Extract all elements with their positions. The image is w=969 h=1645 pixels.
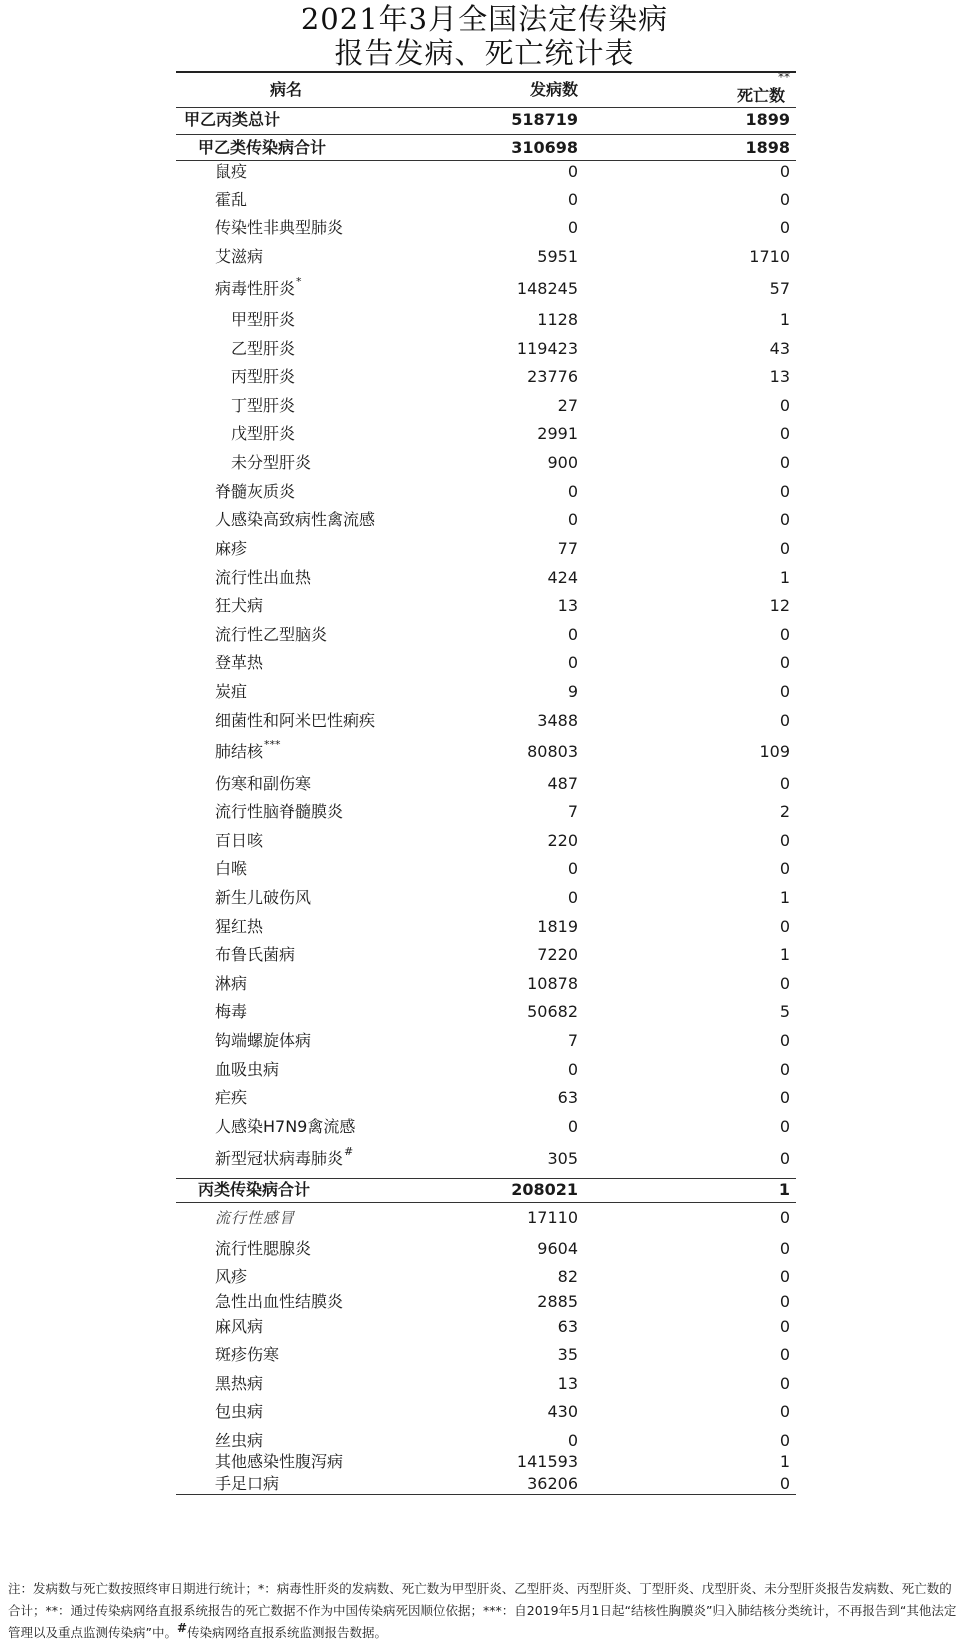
disease-name: 包虫病 — [215, 1402, 264, 1421]
row-cases: 0 — [567, 859, 578, 878]
disease-name: 血吸虫病 — [215, 1060, 280, 1079]
disease-name: 猩红热 — [215, 917, 264, 936]
disease-name: 麻风病 — [215, 1317, 264, 1336]
disease-name: 伤寒和副伤寒 — [215, 774, 312, 793]
row-cases: 0 — [567, 1431, 578, 1450]
row-name — [215, 218, 343, 238]
disease-name: 流行性出血热 — [215, 568, 312, 587]
row-deaths: 1 — [779, 888, 790, 907]
row-name — [215, 275, 302, 301]
row-deaths: 0 — [779, 1431, 790, 1450]
row-name — [231, 310, 295, 330]
row-deaths: 0 — [779, 1345, 790, 1364]
row-cases: 35 — [557, 1345, 578, 1364]
header-deaths: 死亡数 — [736, 86, 785, 105]
disease-name: 甲乙丙类总计 — [184, 110, 281, 129]
row-name — [215, 482, 295, 502]
footnote-text: 注：发病数与死亡数按照终审日期进行统计；*：病毒性肝炎的发病数、死亡数为甲型肝炎、乙型肝炎、丙型肝炎、丁型肝炎、戊型肝炎、未分型肝炎报告发病数、死亡数的合计；**：通过传染病网络直报系统报告的死亡数据不作为中国传染病死因顺位依据；***：自2019年5月1日起“结核性胸膜炎”归入肺结核分类统计，不再报告到“其他法定管理以及重点监测传染病”中。 — [8, 1581, 957, 1640]
row-cases: 9 — [567, 682, 578, 701]
row-cases: 13 — [557, 596, 578, 615]
row-name — [215, 1145, 354, 1171]
row-deaths: 109 — [759, 742, 790, 761]
row-cases: 13 — [557, 1374, 578, 1393]
row-deaths: 0 — [779, 1117, 790, 1136]
row-name — [215, 247, 263, 267]
row-cases: 2885 — [537, 1292, 578, 1311]
row-deaths: 0 — [779, 424, 790, 443]
disease-name: 斑疹伤寒 — [215, 1345, 280, 1364]
row-cases: 1819 — [537, 917, 578, 936]
row-name — [215, 596, 263, 616]
row-deaths: 0 — [779, 190, 790, 209]
row-deaths: 0 — [779, 917, 790, 936]
row-cases: 0 — [567, 162, 578, 181]
row-deaths: 0 — [779, 218, 790, 237]
row-deaths: 57 — [769, 279, 790, 298]
disease-name: 疟疾 — [215, 1088, 248, 1107]
row-deaths: 2 — [779, 802, 790, 821]
row-name — [215, 162, 247, 182]
row-name — [215, 802, 343, 822]
header-bottom-rule — [176, 107, 796, 108]
row-cases: 2991 — [537, 424, 578, 443]
row-cases: 63 — [557, 1088, 578, 1107]
row-cases: 10878 — [527, 974, 578, 993]
disease-name: 肺结核 — [215, 742, 264, 761]
row-name — [215, 1060, 279, 1080]
row-cases: 0 — [567, 190, 578, 209]
row-deaths: 0 — [779, 682, 790, 701]
row-name — [215, 888, 311, 908]
row-deaths: 0 — [779, 625, 790, 644]
row-deaths: 0 — [779, 1149, 790, 1168]
row-name — [215, 917, 263, 937]
row-deaths: 1710 — [749, 247, 790, 266]
row-name — [215, 945, 295, 965]
c-subtotal-bottom-rule — [176, 1202, 796, 1203]
row-cases: 518719 — [511, 110, 578, 129]
row-deaths: 0 — [779, 1474, 790, 1493]
disease-name: 丙类传染病合计 — [198, 1180, 311, 1199]
row-name — [215, 510, 375, 530]
row-name — [215, 1002, 247, 1022]
row-cases: 82 — [557, 1267, 578, 1286]
disease-name: 新生儿破伤风 — [215, 888, 312, 907]
footnote-tail: 传染病网络直报系统监测报告数据。 — [187, 1625, 388, 1640]
row-deaths: 0 — [779, 453, 790, 472]
row-cases: 9604 — [537, 1239, 578, 1258]
row-cases: 3488 — [537, 711, 578, 730]
disease-name: 传染性非典型肺炎 — [215, 218, 344, 237]
disease-name: 钩端螺旋体病 — [215, 1031, 312, 1050]
row-cases: 0 — [567, 653, 578, 672]
disease-name: 炭疽 — [215, 682, 248, 701]
disease-name: 黑热病 — [215, 1374, 264, 1393]
row-name — [215, 1239, 311, 1259]
disease-name: 其他感染性腹泻病 — [215, 1452, 344, 1471]
header-name: 病名 — [270, 80, 303, 99]
table-title-line2: 报告发病、死亡统计表 — [334, 36, 635, 70]
row-cases: 7 — [567, 1031, 578, 1050]
row-deaths: 12 — [769, 596, 790, 615]
row-cases: 1128 — [537, 310, 578, 329]
row-cases: 119423 — [516, 339, 578, 358]
disease-name: 未分型肝炎 — [231, 453, 312, 472]
row-cases: 0 — [567, 1117, 578, 1136]
row-deaths: 0 — [779, 1292, 790, 1311]
row-cases: 208021 — [511, 1180, 578, 1199]
row-name — [231, 424, 295, 444]
table-title-line1: 2021年3月全国法定传染病 — [300, 2, 669, 36]
row-cases: 23776 — [527, 367, 578, 386]
row-name — [215, 1345, 279, 1365]
row-name — [215, 653, 263, 673]
disease-name: 百日咳 — [215, 831, 264, 850]
row-cases: 0 — [567, 888, 578, 907]
row-deaths: 43 — [769, 339, 790, 358]
disease-name: 霍乱 — [215, 190, 248, 209]
disease-name: 人感染H7N9禽流感 — [215, 1117, 356, 1136]
row-deaths: 1 — [779, 568, 790, 587]
row-cases: 424 — [547, 568, 578, 587]
row-deaths: 1 — [779, 1452, 790, 1471]
row-name — [231, 453, 311, 473]
row-deaths: 0 — [779, 859, 790, 878]
row-cases: 220 — [547, 831, 578, 850]
row-deaths: 0 — [779, 1267, 790, 1286]
row-deaths: 0 — [779, 1088, 790, 1107]
row-name — [215, 1452, 343, 1472]
row-deaths: 1 — [778, 1180, 790, 1199]
row-cases: 310698 — [511, 138, 578, 157]
disease-name: 新型冠状病毒肺炎 — [215, 1149, 344, 1168]
row-name — [215, 1208, 295, 1228]
footnote-mark: *** — [264, 738, 281, 751]
row-cases: 487 — [547, 774, 578, 793]
row-deaths: 13 — [769, 367, 790, 386]
row-name — [215, 1474, 279, 1494]
row-deaths: 0 — [779, 396, 790, 415]
row-deaths: 0 — [779, 974, 790, 993]
footnote-mark: # — [344, 1145, 354, 1158]
disease-name: 病毒性肝炎 — [215, 279, 296, 298]
disease-name: 脊髓灰质炎 — [215, 482, 296, 501]
row-cases: 63 — [557, 1317, 578, 1336]
row-cases: 36206 — [527, 1474, 578, 1493]
row-name — [215, 539, 247, 559]
disease-name: 急性出血性结膜炎 — [215, 1292, 344, 1311]
row-deaths: 0 — [779, 1031, 790, 1050]
disease-name: 手足口病 — [215, 1474, 280, 1493]
disease-name: 丁型肝炎 — [231, 396, 296, 415]
row-cases: 80803 — [527, 742, 578, 761]
row-cases: 900 — [547, 453, 578, 472]
row-name — [215, 190, 247, 210]
row-cases: 0 — [567, 1060, 578, 1079]
row-deaths: 0 — [779, 774, 790, 793]
row-deaths: 1 — [779, 945, 790, 964]
row-name — [215, 1117, 355, 1137]
row-deaths: 0 — [779, 162, 790, 181]
total-bottom-rule — [176, 134, 796, 135]
row-deaths: 0 — [779, 1374, 790, 1393]
row-name — [215, 568, 311, 588]
disease-name: 人感染高致病性禽流感 — [215, 510, 376, 529]
row-name — [215, 974, 247, 994]
row-deaths: 0 — [779, 1239, 790, 1258]
row-name — [215, 1088, 247, 1108]
row-cases: 148245 — [516, 279, 578, 298]
row-cases: 141593 — [516, 1452, 578, 1471]
c-subtotal-top-rule — [176, 1178, 796, 1179]
disease-name: 流行性脑脊髓膜炎 — [215, 802, 344, 821]
row-name — [215, 625, 327, 645]
row-deaths: 0 — [779, 482, 790, 501]
disease-name: 淋病 — [215, 974, 248, 993]
disease-name: 梅毒 — [215, 1002, 248, 1021]
table-bottom-rule — [176, 1494, 796, 1495]
row-cases: 0 — [567, 218, 578, 237]
disease-name: 艾滋病 — [215, 247, 264, 266]
row-deaths: 0 — [779, 711, 790, 730]
row-cases: 50682 — [527, 1002, 578, 1021]
row-cases: 7 — [567, 802, 578, 821]
row-name — [215, 1292, 343, 1312]
row-name — [215, 859, 247, 879]
row-deaths: 0 — [779, 1402, 790, 1421]
row-name — [231, 396, 295, 416]
disease-name: 细菌性和阿米巴性痢疾 — [215, 711, 376, 730]
disease-name: 丙型肝炎 — [231, 367, 296, 386]
row-cases: 77 — [557, 539, 578, 558]
row-name — [215, 738, 281, 764]
row-cases: 0 — [567, 482, 578, 501]
disease-name: 登革热 — [215, 653, 264, 672]
row-name — [184, 110, 280, 130]
row-deaths: 5 — [779, 1002, 790, 1021]
disease-name: 流行性腮腺炎 — [215, 1239, 312, 1258]
row-name — [231, 339, 295, 359]
row-name — [198, 138, 326, 158]
row-name — [215, 1431, 263, 1451]
row-deaths: 1899 — [745, 110, 790, 129]
disease-name: 甲乙类传染病合计 — [198, 138, 327, 157]
footnote-hash-mark: # — [176, 1621, 188, 1635]
row-name — [215, 1402, 263, 1422]
row-cases: 0 — [567, 510, 578, 529]
disease-name: 布鲁氏菌病 — [215, 945, 296, 964]
row-deaths: 0 — [779, 831, 790, 850]
disease-name: 戊型肝炎 — [231, 424, 296, 443]
disease-name: 麻疹 — [215, 539, 248, 558]
row-cases: 5951 — [537, 247, 578, 266]
header-deaths-mark: ** — [778, 70, 790, 84]
row-name — [231, 367, 295, 387]
row-deaths: 0 — [779, 653, 790, 672]
disease-name: 流行性感冒 — [215, 1209, 296, 1227]
row-cases: 0 — [567, 625, 578, 644]
disease-name: 狂犬病 — [215, 596, 264, 615]
header-cases: 发病数 — [529, 80, 578, 99]
row-name — [215, 1031, 311, 1051]
disease-name: 鼠疫 — [215, 162, 248, 181]
disease-name: 丝虫病 — [215, 1431, 264, 1450]
row-name — [198, 1180, 310, 1200]
disease-name: 流行性乙型脑炎 — [215, 625, 328, 644]
row-deaths: 0 — [779, 1208, 790, 1227]
row-deaths: 0 — [779, 1317, 790, 1336]
row-cases: 17110 — [527, 1208, 578, 1227]
row-deaths: 1898 — [745, 138, 790, 157]
ab-subtotal-bottom-rule — [176, 160, 796, 161]
row-name — [215, 831, 263, 851]
footnote — [8, 1578, 963, 1644]
disease-name: 甲型肝炎 — [231, 310, 296, 329]
row-deaths: 0 — [779, 539, 790, 558]
row-cases: 430 — [547, 1402, 578, 1421]
footnote-mark: * — [296, 275, 302, 288]
row-deaths: 1 — [779, 310, 790, 329]
disease-name: 风疹 — [215, 1267, 248, 1286]
row-name — [215, 682, 247, 702]
row-cases: 27 — [557, 396, 578, 415]
disease-name: 乙型肝炎 — [231, 339, 296, 358]
row-name — [215, 1374, 263, 1394]
row-name — [215, 774, 311, 794]
row-deaths: 0 — [779, 510, 790, 529]
row-name — [215, 1317, 263, 1337]
row-cases: 305 — [547, 1149, 578, 1168]
disease-name: 白喉 — [215, 859, 248, 878]
row-cases: 7220 — [537, 945, 578, 964]
row-name — [215, 1267, 247, 1287]
row-deaths: 0 — [779, 1060, 790, 1079]
row-name — [215, 711, 375, 731]
